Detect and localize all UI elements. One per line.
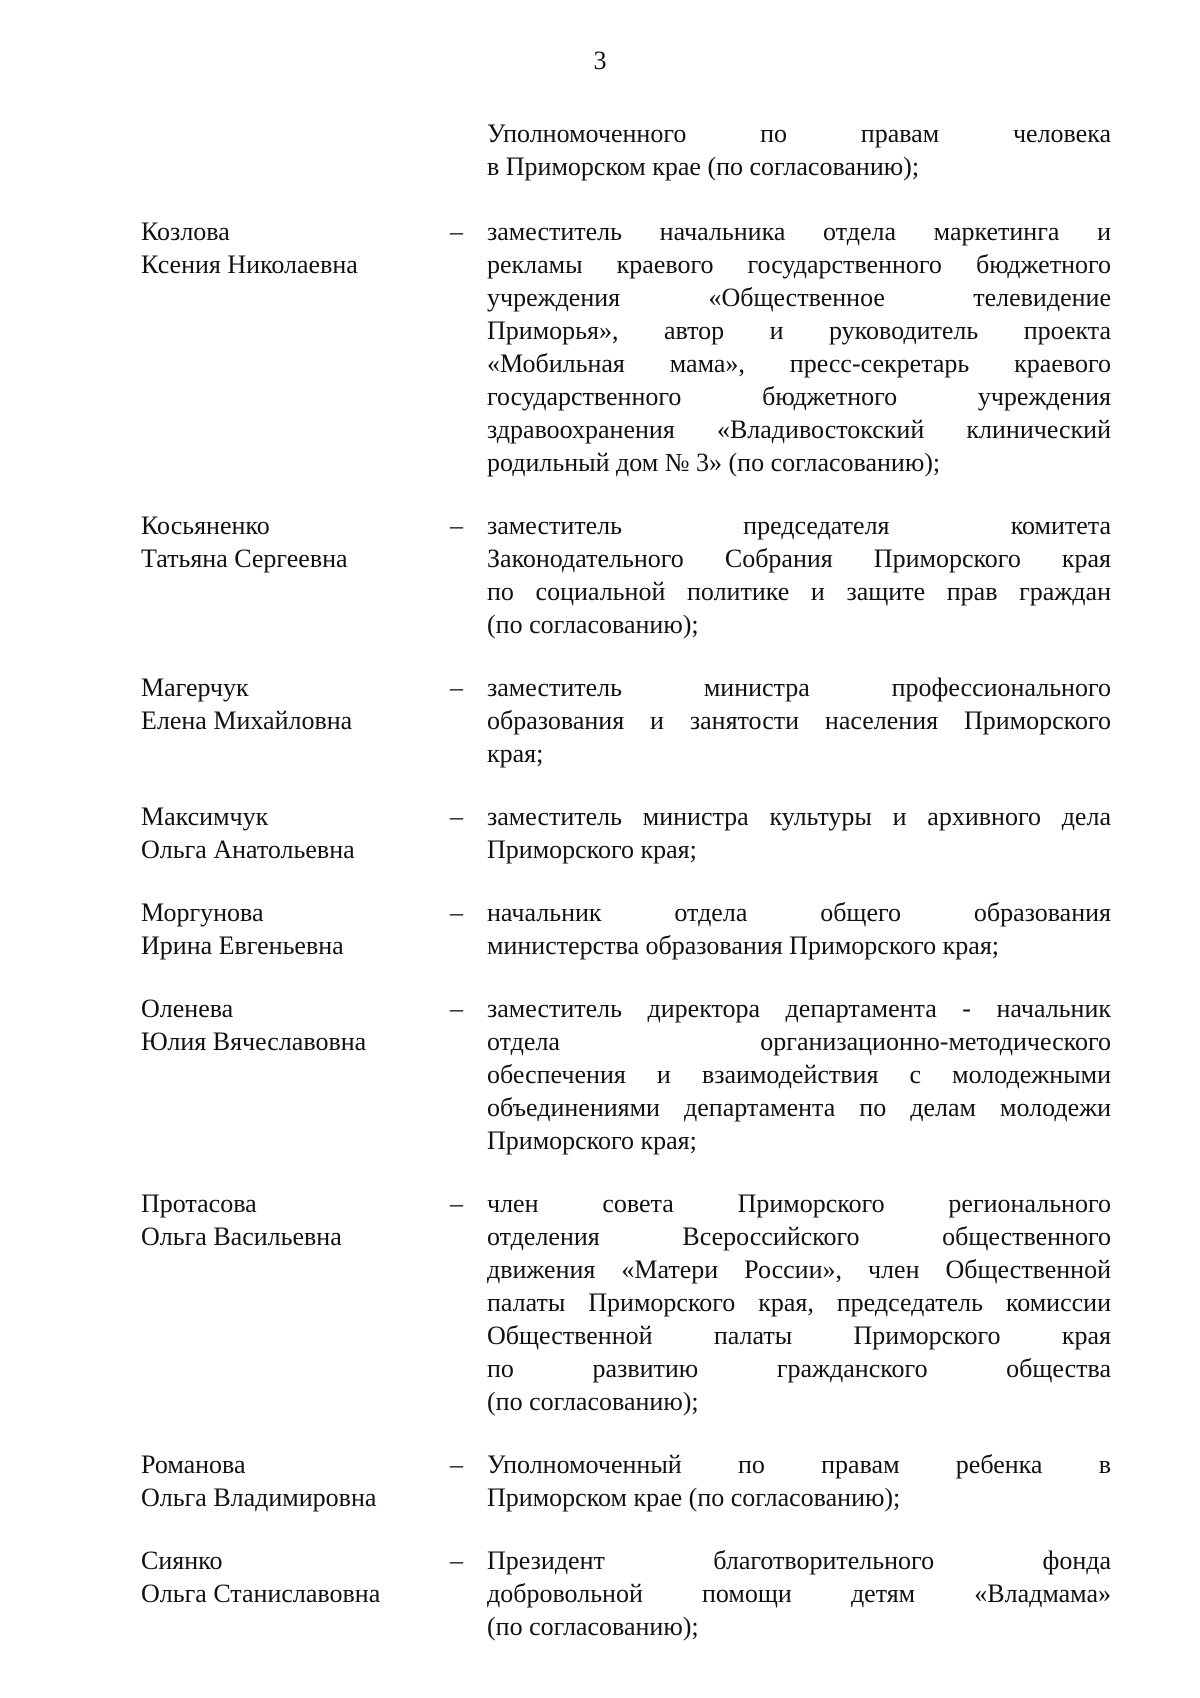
member-given-name: Ольга Станиславовна — [141, 1579, 381, 1608]
position-description — [487, 992, 1111, 1157]
description-line: родильный дом № 3» (по согласованию); — [487, 448, 941, 477]
member-given-name: Юлия Вячеславовна — [141, 1027, 367, 1056]
member-given-name: Ксения Николаевна — [141, 250, 358, 279]
description-line: заместитель министра профессионального — [487, 673, 1111, 702]
description-line: заместитель начальника отдела маркетинга и — [487, 217, 1111, 246]
member-entry — [0, 671, 1200, 770]
description-line: рекламы краевого государственного бюджетного — [487, 250, 1111, 279]
description-line: образования и занятости населения Приморского — [487, 706, 1111, 735]
member-surname: Протасова — [141, 1189, 257, 1218]
description-line: министерства образования Приморского края; — [487, 931, 1000, 960]
member-given-name: Татьяна Сергеевна — [141, 544, 348, 573]
intro-continuation — [0, 117, 1200, 183]
description-line: Приморья», автор и руководитель проекта — [487, 316, 1111, 345]
dash-separator: – — [450, 1546, 463, 1575]
member-name — [141, 509, 441, 575]
position-description — [487, 215, 1111, 479]
member-name — [141, 800, 441, 866]
member-surname: Романова — [141, 1450, 246, 1479]
position-description — [487, 671, 1111, 770]
description-line: (по согласованию); — [487, 1612, 699, 1641]
description-line: начальник отдела общего образования — [487, 898, 1111, 927]
member-entry — [0, 896, 1200, 962]
member-name — [141, 896, 441, 962]
description-line: (по согласованию); — [487, 610, 699, 639]
description-line: (по согласованию); — [487, 1387, 699, 1416]
member-surname: Моргунова — [141, 898, 264, 927]
member-entry — [0, 1187, 1200, 1418]
position-description — [487, 800, 1111, 866]
member-surname: Оленева — [141, 994, 234, 1023]
position-description — [487, 509, 1111, 641]
dash-separator: – — [450, 1450, 463, 1479]
member-name — [141, 215, 441, 281]
member-given-name: Елена Михайловна — [141, 706, 353, 735]
description-line: «Мобильная мама», пресс-секретарь краевого — [487, 349, 1111, 378]
members-list — [0, 117, 1200, 1643]
position-description — [487, 1187, 1111, 1418]
description-line: Приморском крае (по согласованию); — [487, 1483, 901, 1512]
member-surname: Козлова — [141, 217, 230, 246]
description-line: учреждения «Общественное телевидение — [487, 283, 1111, 312]
description-line: Президент благотворительного фонда — [487, 1546, 1111, 1575]
description-line: член совета Приморского регионального — [487, 1189, 1111, 1218]
member-entry — [0, 992, 1200, 1157]
member-entry — [0, 1544, 1200, 1643]
member-surname: Сиянко — [141, 1546, 223, 1575]
description-line: отдела организационно-методического — [487, 1027, 1111, 1056]
description-line: объединениями департамента по делам молодежи — [487, 1093, 1111, 1122]
member-name — [141, 671, 441, 737]
description-line: Уполномоченный по правам ребенка в — [487, 1450, 1111, 1479]
description-line: Общественной палаты Приморского края — [487, 1321, 1111, 1350]
position-description — [487, 896, 1111, 962]
description-line: Приморского края; — [487, 835, 697, 864]
position-description — [487, 1544, 1111, 1643]
description-line: обеспечения и взаимодействия с молодежными — [487, 1060, 1111, 1089]
description-line: здравоохранения «Владивостокский клинический — [487, 415, 1111, 444]
position-description — [487, 1448, 1111, 1514]
dash-separator: – — [450, 511, 463, 540]
description-line: в Приморском крае (по согласованию); — [487, 152, 920, 181]
member-entry — [0, 1448, 1200, 1514]
member-given-name: Ольга Владимировна — [141, 1483, 377, 1512]
member-surname: Косьяненко — [141, 511, 270, 540]
dash-separator: – — [450, 217, 463, 246]
description-line: государственного бюджетного учреждения — [487, 382, 1111, 411]
description-line: по социальной политике и защите прав граждан — [487, 577, 1111, 606]
page-number: 3 — [593, 46, 607, 75]
member-given-name: Ольга Анатольевна — [141, 835, 355, 864]
position-description — [487, 117, 1111, 183]
description-line: Законодательного Собрания Приморского края — [487, 544, 1111, 573]
dash-separator: – — [450, 673, 463, 702]
description-line: движения «Матери России», член Общественной — [487, 1255, 1111, 1284]
description-line: добровольной помощи детям «Владмама» — [487, 1579, 1111, 1608]
description-line: заместитель председателя комитета — [487, 511, 1111, 540]
description-line: заместитель министра культуры и архивного дела — [487, 802, 1111, 831]
description-line: Уполномоченного по правам человека — [487, 119, 1111, 148]
description-line: отделения Всероссийского общественного — [487, 1222, 1111, 1251]
member-entry — [0, 509, 1200, 641]
description-line: заместитель директора департамента - начальник — [487, 994, 1111, 1023]
member-name — [141, 1187, 441, 1253]
member-given-name: Ольга Васильевна — [141, 1222, 342, 1251]
description-line: палаты Приморского края, председатель комиссии — [487, 1288, 1111, 1317]
description-line: Приморского края; — [487, 1126, 697, 1155]
dash-separator: – — [450, 898, 463, 927]
member-entry — [0, 215, 1200, 479]
member-name — [141, 1448, 441, 1514]
member-surname: Максимчук — [141, 802, 269, 831]
description-line: края; — [487, 739, 544, 768]
dash-separator: – — [450, 1189, 463, 1218]
dash-separator: – — [450, 994, 463, 1023]
description-line: по развитию гражданского общества — [487, 1354, 1111, 1383]
member-surname: Магерчук — [141, 673, 249, 702]
member-given-name: Ирина Евгеньевна — [141, 931, 344, 960]
dash-separator: – — [450, 802, 463, 831]
member-name — [141, 992, 441, 1058]
member-entry — [0, 800, 1200, 866]
member-name — [141, 1544, 441, 1610]
